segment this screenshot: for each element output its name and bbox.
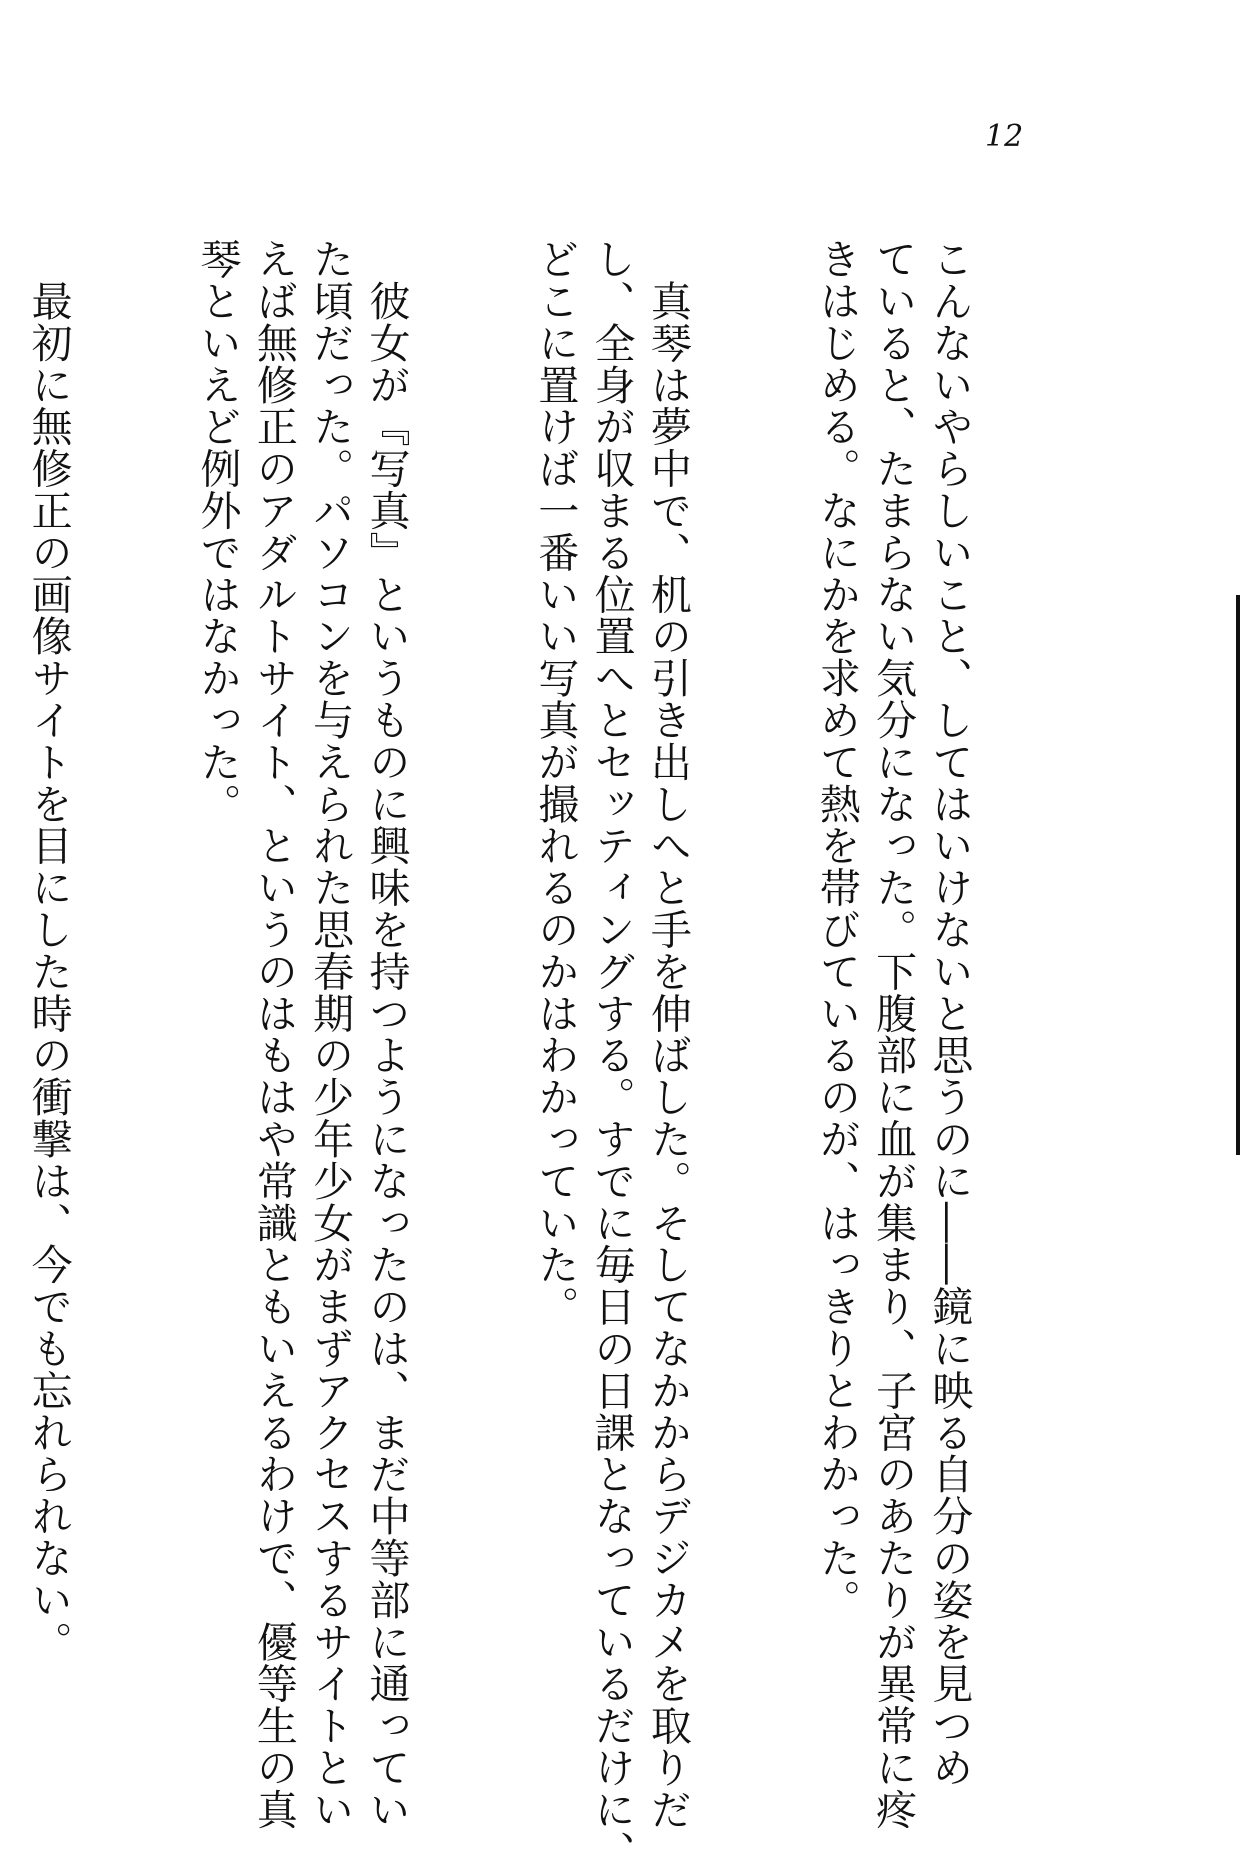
text-line: 琴といえど例外ではなかった。 bbox=[193, 238, 242, 825]
text-line: きはじめる。なにかを求めて熱を帯びているのが、はっきりとわかった。 bbox=[812, 238, 861, 1621]
paragraph-1 bbox=[809, 238, 978, 1831]
text-line: えば無修正のアダルトサイト、というのはもはや常識ともいえるわけで、優等生の真 bbox=[249, 238, 298, 1831]
text-line: た頃だった。パソコンを与えられた思春期の少年少女がまずアクセスするサイトとい bbox=[306, 238, 355, 1831]
text-line: ていると、たまらない気分になった。下腹部に血が集まり、子宮のあたりが異常に疼 bbox=[869, 238, 918, 1831]
paragraph-3 bbox=[189, 238, 414, 1831]
text-line: 最初に無修正の画像サイトを目にした時の衝撃は、今でも忘れられない。 bbox=[24, 238, 73, 1663]
text-line: こんないやらしいこと、してはいけないと思うのに――鏡に映る自分の姿を見つめ bbox=[925, 238, 974, 1789]
page-edge-line bbox=[1236, 595, 1240, 1155]
novel-text-body bbox=[0, 238, 1090, 1872]
paragraph-2 bbox=[527, 238, 696, 1872]
text-line: 真琴は夢中で、机の引き出しへと手を伸ばした。そしてなかからデジカメを取りだ bbox=[643, 238, 692, 1831]
text-line: し、全身が収まる位置へとセッティングする。すでに毎日の日課となっているだけに、 bbox=[587, 238, 636, 1872]
paragraph-4 bbox=[20, 238, 76, 1678]
text-line: どこに置けば一番いい写真が撮れるのかはわかっていた。 bbox=[531, 238, 580, 1328]
page-number: 12 bbox=[985, 119, 1024, 154]
text-line: 彼女が『写真』というものに興味を持つようになったのは、まだ中等部に通ってい bbox=[362, 238, 411, 1831]
